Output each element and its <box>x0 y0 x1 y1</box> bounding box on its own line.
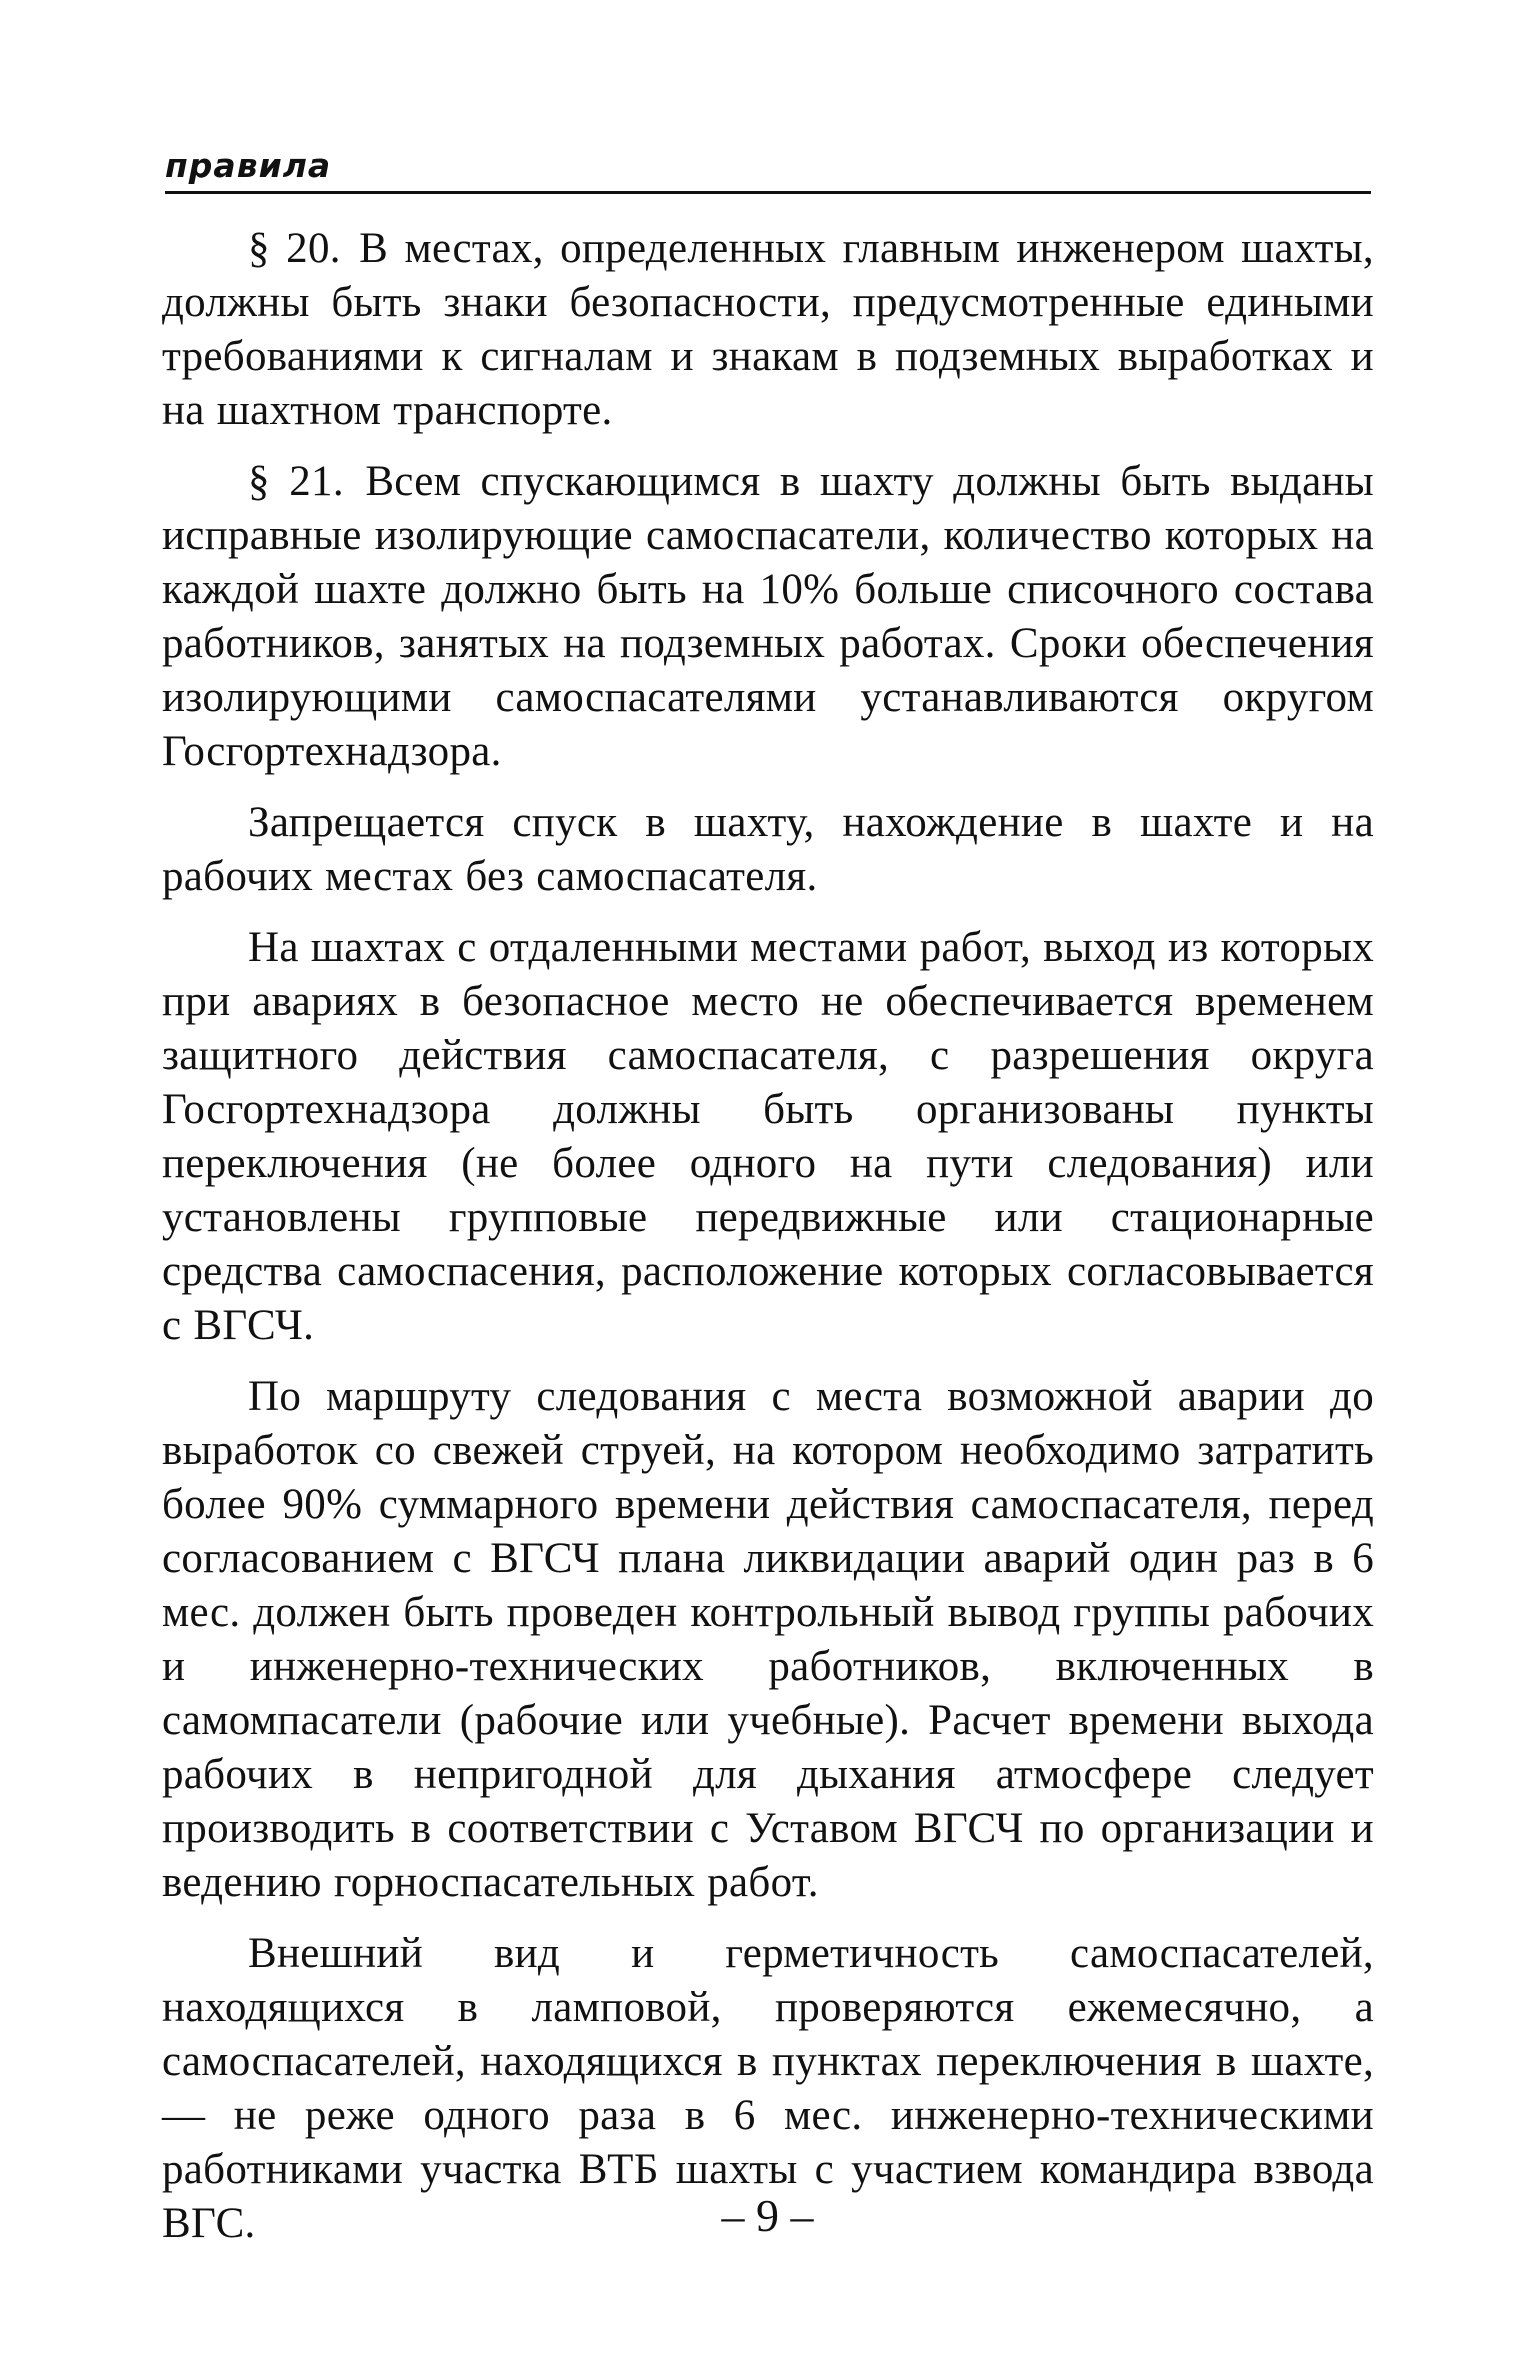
running-head <box>165 146 1371 194</box>
paragraph-text: По маршруту следования с места возможной аварии до выработок со свежей струей, на котором необходимо затратить более 90% суммарного времени действия самоспасателя, перед согласованием с ВГСЧ плана ликвидации аварий один раз в 6 мес. должен быть проведен контрольный вывод группы рабочих и инженерно-технических работников, включенных в самомпасатели (рабочие или учебные). Расчет времени выхода рабочих в непригодной для дыхания атмосфере следует производить в соответствии с Уставом ВГСЧ по организации и ведению горноспасательных работ. <box>162 1373 1374 1906</box>
paragraph-text: Всем спускающимся в шахту должны быть выданы исправные изолирующие самоспасатели, количество которых на каждой шахте должно быть на 10% больше списочного состава работников, занятых на подземных работах. Сроки обеспечения изолирующими самоспасателями устанавливаются округом Госгортехнадзора. <box>162 458 1374 775</box>
paragraph-text: Запрещается спуск в шахту, нахождение в шахте и на рабочих местах без самоспасателя. <box>162 799 1374 900</box>
body-text <box>162 222 1374 2268</box>
paragraph <box>162 1370 1374 1910</box>
paragraph-text: Внешний вид и герметичность самоспасателей, находящихся в ламповой, проверяются ежемесячно, а самоспасателей, находящихся в пунктах переключения в шахте, — не реже одного раза в 6 мес. инженерно-техническими работниками участка ВТБ шахты с участием командира взвода ВГС. <box>162 1930 1374 2247</box>
paragraph <box>162 921 1374 1353</box>
paragraph-text: В местах, определенных главным инженером шахты, должны быть знаки безопасности, предусмотренные едиными требованиями к сигналам и знакам в подземных выработках и на шахтном транспорте. <box>162 225 1374 434</box>
paragraph-section-21 <box>162 455 1374 779</box>
section-number: § 21. <box>248 458 344 505</box>
running-head-title: правила <box>165 146 332 185</box>
paragraph-text: На шахтах с отдаленными местами работ, выход из которых при авариях в безопасное место не обеспечивается временем защитного действия самоспасателя, с разрешения округа Госгортехнадзора должны быть организованы пункты переключения (не более одного на пути следования) или установлены групповые передвижные или стационарные средства самоспасения, расположение которых согласовывается с ВГСЧ. <box>162 924 1374 1349</box>
section-number: § 20. <box>248 225 341 272</box>
paragraph-section-20 <box>162 222 1374 438</box>
page-number: – 9 – <box>721 2190 814 2241</box>
paragraph <box>162 796 1374 904</box>
